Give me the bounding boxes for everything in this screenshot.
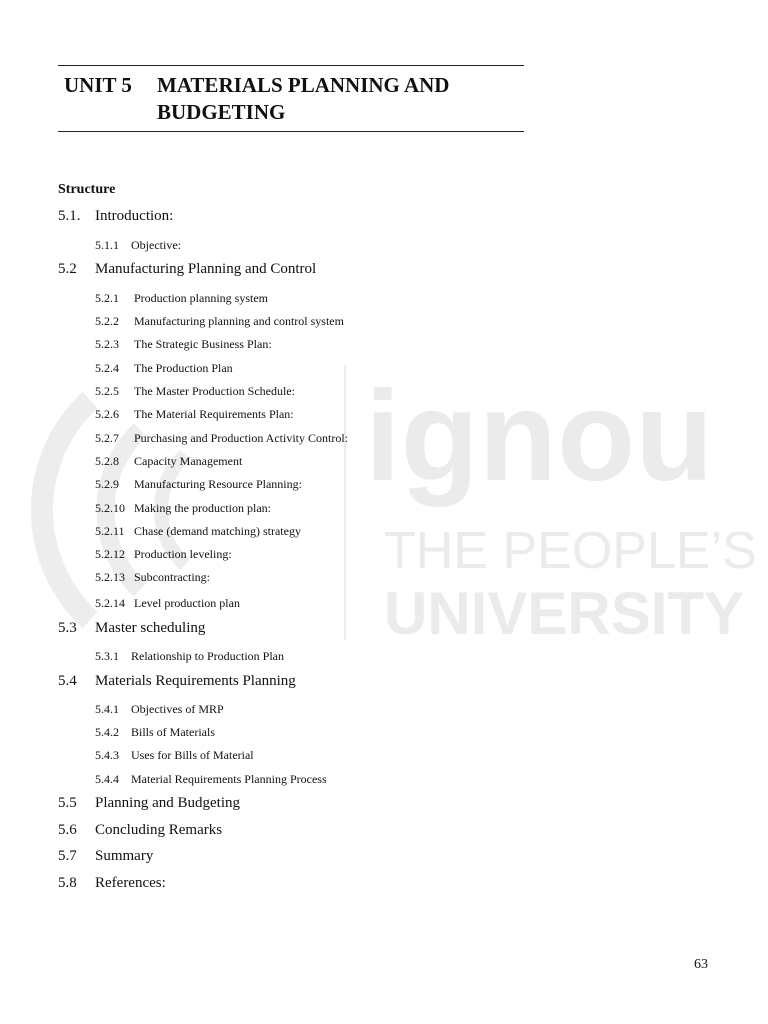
toc-subitem: 5.2.3 The Strategic Business Plan:: [95, 337, 272, 351]
toc-item: 5.4 Materials Requirements Planning: [58, 673, 296, 689]
watermark-line-1: ignou: [365, 365, 714, 508]
toc-subitem: 5.2.7 Purchasing and Production Activity Control:: [95, 431, 348, 445]
unit-title: [157, 72, 497, 126]
toc-item: 5.1. Introduction:: [58, 208, 174, 224]
toc-subitem: 5.2.8 Capacity Management: [95, 454, 243, 468]
toc-item: 5.7 Summary: [58, 848, 154, 864]
watermark-line-3: UNIVERSITY: [384, 580, 745, 647]
toc-subitem: 5.2.14 Level production plan: [95, 596, 240, 610]
toc-subitem: 5.2.2 Manufacturing planning and control system: [95, 314, 344, 328]
unit-title-line-2: BUDGETING: [157, 100, 286, 124]
toc-item: 5.6 Concluding Remarks: [58, 822, 223, 838]
header-bottom-rule: [58, 131, 524, 132]
toc-subitem: 5.2.11 Chase (demand matching) strategy: [95, 524, 301, 538]
toc-subitem: 5.3.1 Relationship to Production Plan: [95, 649, 284, 663]
toc-subitem: 5.2.4 The Production Plan: [95, 361, 233, 375]
toc-subitem: 5.4.1 Objectives of MRP: [95, 702, 224, 716]
toc-subitem: 5.2.9 Manufacturing Resource Planning:: [95, 477, 302, 491]
toc-item: 5.3 Master scheduling: [58, 620, 206, 636]
toc-subitem: 5.1.1 Objective:: [95, 238, 181, 252]
toc-subitem: 5.2.13 Subcontracting:: [95, 570, 210, 584]
page-number: 63: [694, 957, 708, 972]
toc-subitem: 5.2.5 The Master Production Schedule:: [95, 384, 295, 398]
toc-subitem: 5.4.2 Bills of Materials: [95, 725, 215, 739]
toc-subitem: 5.4.3 Uses for Bills of Material: [95, 748, 254, 762]
structure-heading: Structure: [58, 182, 116, 197]
unit-label: UNIT 5: [64, 73, 132, 97]
toc-subitem: 5.4.4 Material Requirements Planning Process: [95, 772, 327, 786]
watermark-line-2: THE PEOPLE’S: [384, 522, 757, 580]
toc-subitem: 5.2.1 Production planning system: [95, 291, 268, 305]
toc-subitem: 5.2.12 Production leveling:: [95, 547, 232, 561]
header-top-rule: [58, 65, 524, 66]
toc-subitem: 5.2.6 The Material Requirements Plan:: [95, 407, 294, 421]
toc-subitem: 5.2.10 Making the production plan:: [95, 501, 271, 515]
toc-item: 5.8 References:: [58, 875, 166, 891]
toc-item: 5.2 Manufacturing Planning and Control: [58, 261, 317, 277]
toc-item: 5.5 Planning and Budgeting: [58, 795, 240, 811]
unit-title-line-1: MATERIALS PLANNING AND: [157, 73, 450, 97]
